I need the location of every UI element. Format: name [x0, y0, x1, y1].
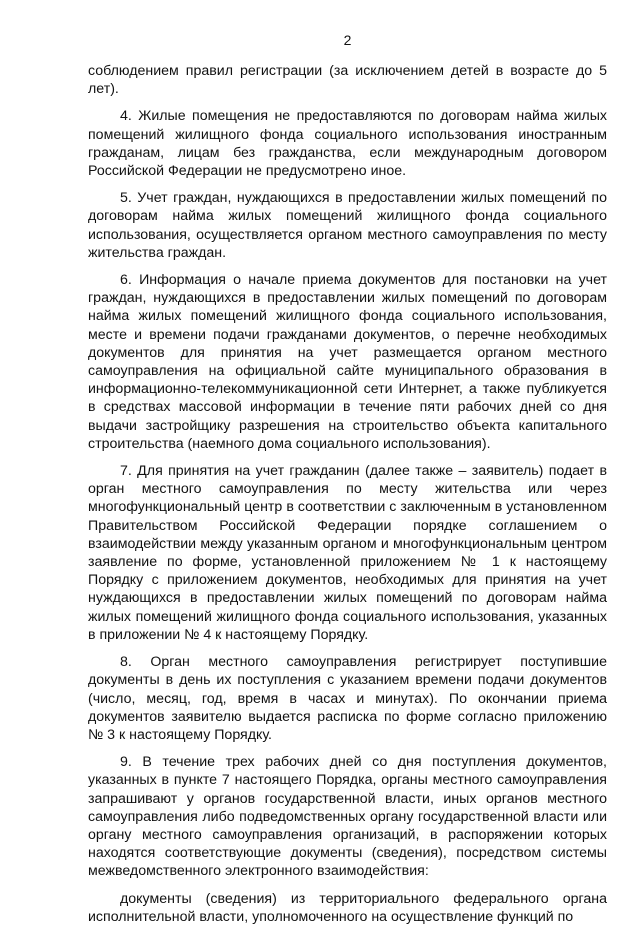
paragraph-item-9: 9. В течение трех рабочих дней со дня поступления документов, указанных в пункте 7 настоящего Порядка, органы местного самоуправления запрашивают у органов государственной власти, иных органов местного самоуправления либо подведомственных органу государственной власти или органу местного самоуправления организаций, в распоряжении которых находятся соответствующие документы (сведения), посредством системы межведомственного электронного взаимодействия: — [88, 754, 607, 880]
paragraph-item-5: 5. Учет граждан, нуждающихся в предоставлении жилых помещений по договорам найма жилых помещений жилищного фонда социального использования, осуществляется органом местного самоуправления по месту жительства граждан. — [88, 190, 607, 261]
paragraph-subitem-documents: документы (сведения) из территориального федерального органа исполнительной власти, уполномоченного на осуществление функций по — [88, 890, 607, 925]
paragraph-item-8: 8. Орган местного самоуправления регистрирует поступившие документы в день их поступления с указанием времени подачи документов (число, месяц, год, время в часах и минутах). По окончании приема документов заявителю выдается расписка по форме согласно приложению № 3 к настоящему Порядку. — [88, 654, 607, 743]
paragraph-item-4: 4. Жилые помещения не предоставляются по договорам найма жилых помещений жилищного фонда социального использования иностранным гражданам, лицам без гражданства, если международным договором Российской Федерации не предусмотрено иное. — [88, 108, 607, 180]
paragraph-item-6: 6. Информация о начале приема документов для постановки на учет граждан, нуждающихся в предоставлении жилых помещений по договорам найма жилых помещений жилищного фонда социального использования, месте и времени подачи гражданами документов, о перечне необходимых документов для принятия на учет размещается органом местного самоуправления на официальной сайте муниципального образования в информационно-телекоммуникационной сети Интернет, а также публикуется в средствах массовой информации в течение пяти рабочих дней со дня выдачи застройщику разрешения на строительство объекта капитального строительства (наемного дома социального использования). — [88, 272, 607, 452]
document-page — [88, 30, 607, 935]
paragraph-item-7: 7. Для принятия на учет гражданин (далее также – заявитель) подает в орган местного самоуправления по месту жительства или через многофункциональный центр в соответствии с заключенным в установленном Правительством Российской Федерации порядке соглашением о взаимодействии между указанным органом и многофункциональным центром заявление по форме, установленной приложением № 1 к настоящему Порядку с приложением документов, необходимых для принятия на учет нуждающихся в предоставлении жилых помещений по договорам найма жилых помещений жилищного фонда социального использования, указанных в приложении № 4 к настоящему Порядку. — [88, 463, 607, 643]
paragraph-continuation: соблюдением правил регистрации (за исключением детей в возрасте до 5 лет). — [88, 63, 607, 98]
page-number: 2 — [343, 32, 352, 48]
